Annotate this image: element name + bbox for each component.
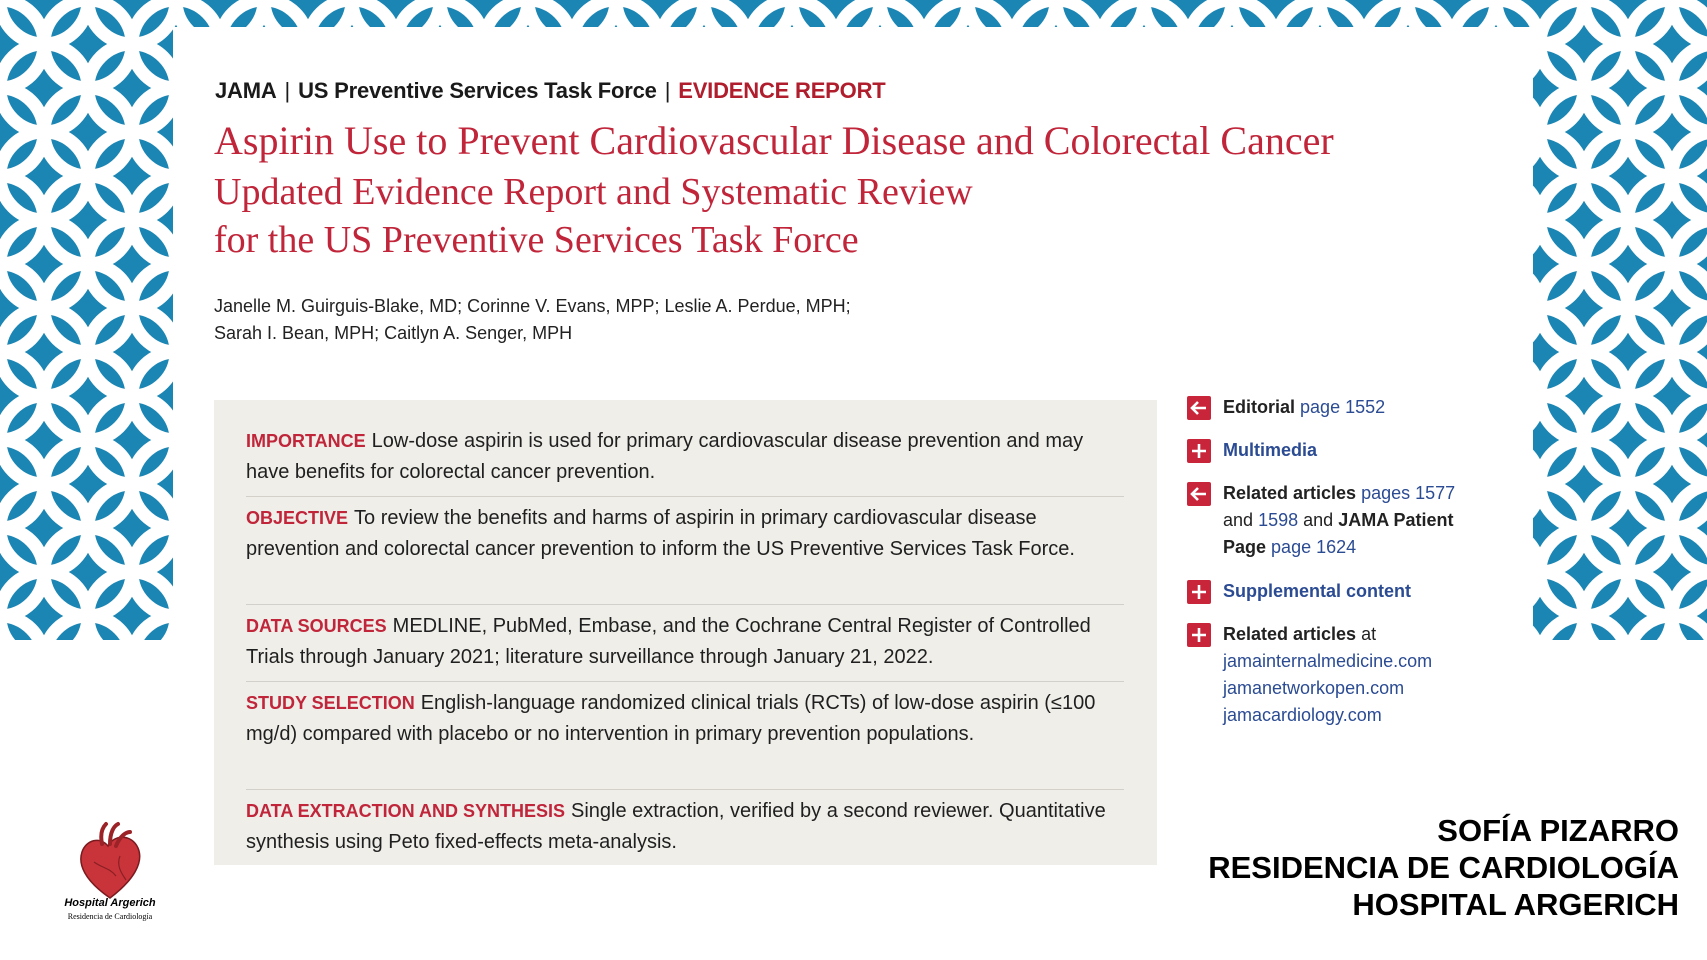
- patient-page-link[interactable]: page 1624: [1271, 537, 1357, 557]
- objective-text: To review the benefits and harms of aspirin in primary cardiovascular disease prevention and colorectal cancer prevention to inform the US Preventive Services Task Force.: [246, 507, 1075, 560]
- plus-icon: [1187, 580, 1211, 604]
- patient-page-label-2: Page: [1223, 537, 1267, 557]
- authors-line-1: Janelle M. Guirguis-Blake, MD; Corinne V. Evans, MPP; Leslie A. Perdue, MPH;: [214, 296, 851, 316]
- related-at-label: Related articles: [1223, 624, 1357, 644]
- abstract-box: [214, 400, 1157, 865]
- arrow-left-icon: [1187, 396, 1211, 420]
- abstract-objective: [246, 503, 1126, 565]
- presenter-program: RESIDENCIA DE CARDIOLOGÍA: [1208, 850, 1679, 885]
- abstract-study-selection: [246, 688, 1126, 750]
- patient-page-label: JAMA Patient: [1338, 510, 1454, 530]
- arrow-left-icon: [1187, 482, 1211, 506]
- logo-subtitle: Residencia de Cardiología: [67, 912, 153, 921]
- editorial-link[interactable]: page 1552: [1300, 397, 1386, 417]
- importance-text: Low-dose aspirin is used for primary cardiovascular disease prevention and may have benefits for colorectal cancer prevention.: [246, 430, 1084, 483]
- divider: [246, 604, 1124, 605]
- data-sources-text: MEDLINE, PubMed, Embase, and the Cochrane Central Register of Controlled Trials through January 2021; literature surveillance through January 21, 2022.: [246, 615, 1091, 668]
- presenter-signature: [1208, 812, 1679, 923]
- importance-label: IMPORTANCE: [246, 431, 366, 451]
- multimedia-link[interactable]: Multimedia: [1223, 440, 1318, 460]
- subtitle-line-2: for the US Preventive Services Task Force: [214, 219, 859, 261]
- related-and: and: [1303, 510, 1334, 530]
- authors-line-2: Sarah I. Bean, MPH; Caitlyn A. Senger, MPH: [214, 323, 573, 343]
- data-sources-label: DATA SOURCES: [246, 616, 387, 636]
- article-title: Aspirin Use to Prevent Cardiovascular Disease and Colorectal Cancer: [214, 118, 1334, 163]
- divider: [246, 681, 1124, 682]
- site-link-jamanetworkopen[interactable]: jamanetworkopen.com: [1223, 678, 1405, 698]
- logo-name: Hospital Argerich: [64, 897, 156, 909]
- data-extraction-label: DATA EXTRACTION AND SYNTHESIS: [246, 801, 566, 821]
- subtitle-line-1: Updated Evidence Report and Systematic Review: [214, 171, 973, 213]
- data-extraction-text: Single extraction, verified by a second reviewer. Quantitative synthesis using Peto fixed-effects meta-analysis.: [246, 800, 1106, 853]
- abstract-data-extraction: [246, 796, 1126, 858]
- abstract-data-sources: [246, 611, 1126, 673]
- abstract-importance: [246, 426, 1126, 488]
- presenter-hospital: HOSPITAL ARGERICH: [1352, 887, 1679, 922]
- presenter-name: SOFÍA PIZARRO: [1437, 813, 1679, 848]
- study-selection-label: STUDY SELECTION: [246, 693, 415, 713]
- divider: [246, 496, 1124, 497]
- journal-name: JAMA: [215, 78, 277, 103]
- related-at-word: at: [1361, 624, 1377, 644]
- plus-icon: [1187, 439, 1211, 463]
- article-type: EVIDENCE REPORT: [678, 78, 886, 103]
- objective-label: OBJECTIVE: [246, 508, 349, 528]
- related-link-1577[interactable]: pages 1577: [1361, 483, 1456, 503]
- supplemental-link[interactable]: Supplemental content: [1223, 581, 1412, 601]
- author-list: [214, 293, 851, 347]
- related-label: Related articles: [1223, 483, 1357, 503]
- editorial-label: Editorial: [1223, 397, 1296, 417]
- journal-section: US Preventive Services Task Force: [298, 78, 657, 103]
- journal-header: JAMA | US Preventive Services Task Force | EVIDENCE REPORT: [215, 78, 886, 103]
- site-link-jamainternalmedicine[interactable]: jamainternalmedicine.com: [1223, 651, 1433, 671]
- divider: [246, 789, 1124, 790]
- plus-icon: [1187, 623, 1211, 647]
- site-link-jamacardiology[interactable]: jamacardiology.com: [1223, 705, 1382, 725]
- study-selection-text: English-language randomized clinical trials (RCTs) of low-dose aspirin (≤100 mg/d) compared with placebo or no intervention in primary prevention populations.: [246, 692, 1096, 745]
- related-and: and: [1223, 510, 1254, 530]
- article-subtitle: [214, 168, 973, 264]
- related-link-1598[interactable]: 1598: [1258, 510, 1299, 530]
